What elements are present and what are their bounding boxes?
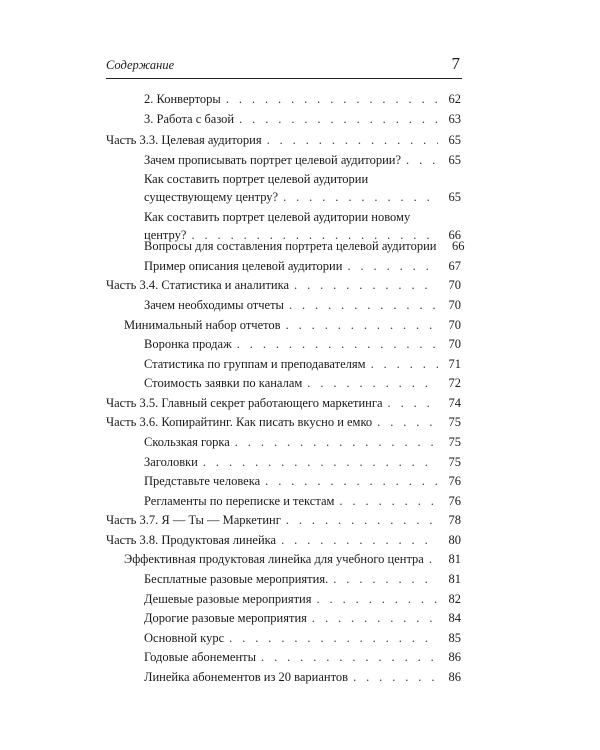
- toc-entry-part-3-4[interactable]: [106, 276, 461, 294]
- toc-entry-page: 65: [448, 190, 461, 204]
- toc-entry-text: Статистика по группам и преподавателям: [144, 357, 366, 371]
- toc-entry-zachem-portret[interactable]: [106, 151, 461, 169]
- leader-dots: [317, 590, 439, 608]
- toc-entry-page: 72: [448, 376, 461, 390]
- header-page-number: 7: [451, 54, 460, 73]
- leader-dots: [281, 531, 438, 549]
- toc-entry-deshevye[interactable]: [106, 590, 461, 608]
- leader-dots: [289, 296, 438, 314]
- toc-entry-part-3-3[interactable]: [106, 131, 461, 149]
- toc-entry-page: 82: [448, 592, 461, 606]
- toc-entry-text: Годовые абонементы: [144, 650, 257, 664]
- leader-dots: [377, 413, 438, 431]
- toc-entry-page: 80: [448, 533, 461, 547]
- header-title: Содержание: [106, 58, 175, 72]
- toc-entry-part-3-5[interactable]: [106, 394, 461, 412]
- toc-entry-page: 76: [448, 474, 461, 488]
- toc-entry-text: 3. Работа с базой: [144, 112, 235, 126]
- toc-entry-page: 62: [448, 92, 461, 106]
- running-header: [106, 56, 462, 79]
- toc-entry-text: Вопросы для составления портрета целевой аудитории: [144, 239, 437, 253]
- leader-dots: [235, 433, 438, 451]
- toc-entry-part-3-6[interactable]: [106, 413, 461, 431]
- toc-entry-text: Зачем прописывать портрет целевой аудитории?: [144, 153, 402, 167]
- toc-entry-osnovnoy-kurs[interactable]: [106, 629, 461, 647]
- toc-entry-text-line1: Как составить портрет целевой аудитории: [144, 172, 369, 186]
- toc-entry-text: Часть 3.4. Статистика и аналитика: [106, 278, 290, 292]
- toc-entry-page: 66: [451, 239, 465, 253]
- toc-entry-part-3-8[interactable]: [106, 531, 461, 549]
- toc-entry-text: Представьте человека: [144, 474, 261, 488]
- toc-entry-text: Часть 3.8. Продуктовая линейка: [106, 533, 277, 547]
- toc-entry-predstavte-cheloveka[interactable]: [106, 472, 461, 490]
- toc-entry-page: 75: [448, 435, 461, 449]
- leader-dots: [229, 629, 438, 647]
- toc-entry-text-line1: Как составить портрет целевой аудитории новому: [144, 210, 411, 224]
- leader-dots: [371, 355, 438, 373]
- toc-entry-rabota-s-bazoy[interactable]: [106, 110, 461, 128]
- toc-entry-page: 86: [448, 650, 461, 664]
- leader-dots: [406, 151, 438, 169]
- toc-entry-page: 85: [448, 631, 461, 645]
- toc-entry-text: Заголовки: [144, 455, 198, 469]
- toc-entry-statistika-po-gruppam[interactable]: [106, 355, 461, 373]
- leader-dots: [239, 110, 438, 128]
- toc-entry-dorogie[interactable]: [106, 609, 461, 627]
- leader-dots: [339, 492, 438, 510]
- toc-entry-text: Зачем необходимы отчеты: [144, 298, 284, 312]
- toc-entry-text: Скользкая горка: [144, 435, 230, 449]
- toc-entry-page: 75: [448, 415, 461, 429]
- toc-entry-part-3-7[interactable]: [106, 511, 461, 529]
- toc-entry-text: Линейка абонементов из 20 вариантов: [144, 670, 349, 684]
- toc-entry-effektivnaya-lineyka[interactable]: [106, 550, 461, 568]
- toc-entry-page: 78: [448, 513, 461, 527]
- toc-entry-besplatnye[interactable]: [106, 570, 461, 588]
- toc-entry-primer-opisaniya[interactable]: [106, 257, 461, 275]
- leader-dots: [267, 131, 438, 149]
- toc-entry-text: Пример описания целевой аудитории: [144, 259, 343, 273]
- leader-dots: [307, 374, 438, 392]
- toc-entry-text: существующему центру?: [144, 190, 279, 204]
- leader-dots: [265, 472, 438, 490]
- toc-entry-portret-sushchestvuyushchemu[interactable]: [106, 170, 461, 206]
- toc-entry-page: 86: [448, 670, 461, 684]
- toc-entry-page: 81: [448, 572, 461, 586]
- toc-entry-text: Минимальный набор отчетов: [124, 318, 281, 332]
- toc-entry-text: Регламенты по переписке и текстам: [144, 494, 335, 508]
- leader-dots: [429, 550, 438, 568]
- toc-entry-page: 67: [448, 259, 461, 273]
- leader-dots: [226, 90, 438, 108]
- toc-entry-page: 81: [448, 552, 461, 566]
- toc-entry-page: 70: [448, 298, 461, 312]
- toc-entry-zagolovki[interactable]: [106, 453, 461, 471]
- toc-entry-text: Часть 3.3. Целевая аудитория: [106, 133, 262, 147]
- leader-dots: [353, 668, 438, 686]
- leader-dots: [347, 257, 438, 275]
- toc-entry-text: Часть 3.7. Я — Ты — Маркетинг: [106, 513, 281, 527]
- leader-dots: [283, 188, 438, 206]
- toc-entry-reglamenty[interactable]: [106, 492, 461, 510]
- toc-entry-skolzkaya-gorka[interactable]: [106, 433, 461, 451]
- toc-entry-page: 71: [448, 357, 461, 371]
- toc-entry-text: Часть 3.5. Главный секрет работающего маркетинга: [106, 396, 383, 410]
- leader-dots: [261, 648, 438, 666]
- toc-entry-text: Дешевые разовые мероприятия: [144, 592, 312, 606]
- toc-entry-page: 70: [448, 337, 461, 351]
- toc-entry-page: 84: [448, 611, 461, 625]
- toc-entry-page: 74: [448, 396, 461, 410]
- toc-entry-text: Эффективная продуктовая линейка для учебного центра: [124, 552, 424, 566]
- toc-entry-page: 65: [448, 133, 461, 147]
- leader-dots: [286, 316, 438, 334]
- leader-dots: [237, 335, 438, 353]
- toc-entry-text: Стоимость заявки по каналам: [144, 376, 303, 390]
- toc-entry-page: 65: [448, 153, 461, 167]
- toc-entry-page: 66: [448, 228, 461, 242]
- toc-entry-voronka[interactable]: [106, 335, 461, 353]
- toc-entry-zachem-otchety[interactable]: [106, 296, 461, 314]
- toc-entry-lineyka-abonementov[interactable]: [106, 668, 461, 686]
- toc-entry-text: Бесплатные разовые мероприятия.: [144, 572, 329, 586]
- toc-entry-page: 75: [448, 455, 461, 469]
- leader-dots: [333, 570, 438, 588]
- leader-dots: [294, 276, 438, 294]
- toc-entry-text: центру?: [144, 228, 187, 242]
- toc-entry-godovye[interactable]: [106, 648, 461, 666]
- toc-entry-konvertory[interactable]: [106, 90, 461, 108]
- toc-entry-voprosy[interactable]: [106, 237, 465, 255]
- leader-dots: [312, 609, 438, 627]
- toc-entry-stoimost-zayavki[interactable]: [106, 374, 461, 392]
- toc-entry-page: 70: [448, 278, 461, 292]
- toc-entry-page: 70: [448, 318, 461, 332]
- toc-entry-text: Основной курс: [144, 631, 225, 645]
- toc-entry-text: Воронка продаж: [144, 337, 232, 351]
- toc-entry-minimalnyy-nabor[interactable]: [106, 316, 461, 334]
- leader-dots: [388, 394, 438, 412]
- leader-dots: [286, 511, 438, 529]
- toc-entry-text: 2. Конверторы: [144, 92, 221, 106]
- toc-entry-text: Часть 3.6. Копирайтинг. Как писать вкусно и емко: [106, 415, 373, 429]
- leader-dots: [203, 453, 438, 471]
- toc-entry-text: Дорогие разовые мероприятия: [144, 611, 307, 625]
- toc-entry-page: 63: [448, 112, 461, 126]
- toc-entry-page: 76: [448, 494, 461, 508]
